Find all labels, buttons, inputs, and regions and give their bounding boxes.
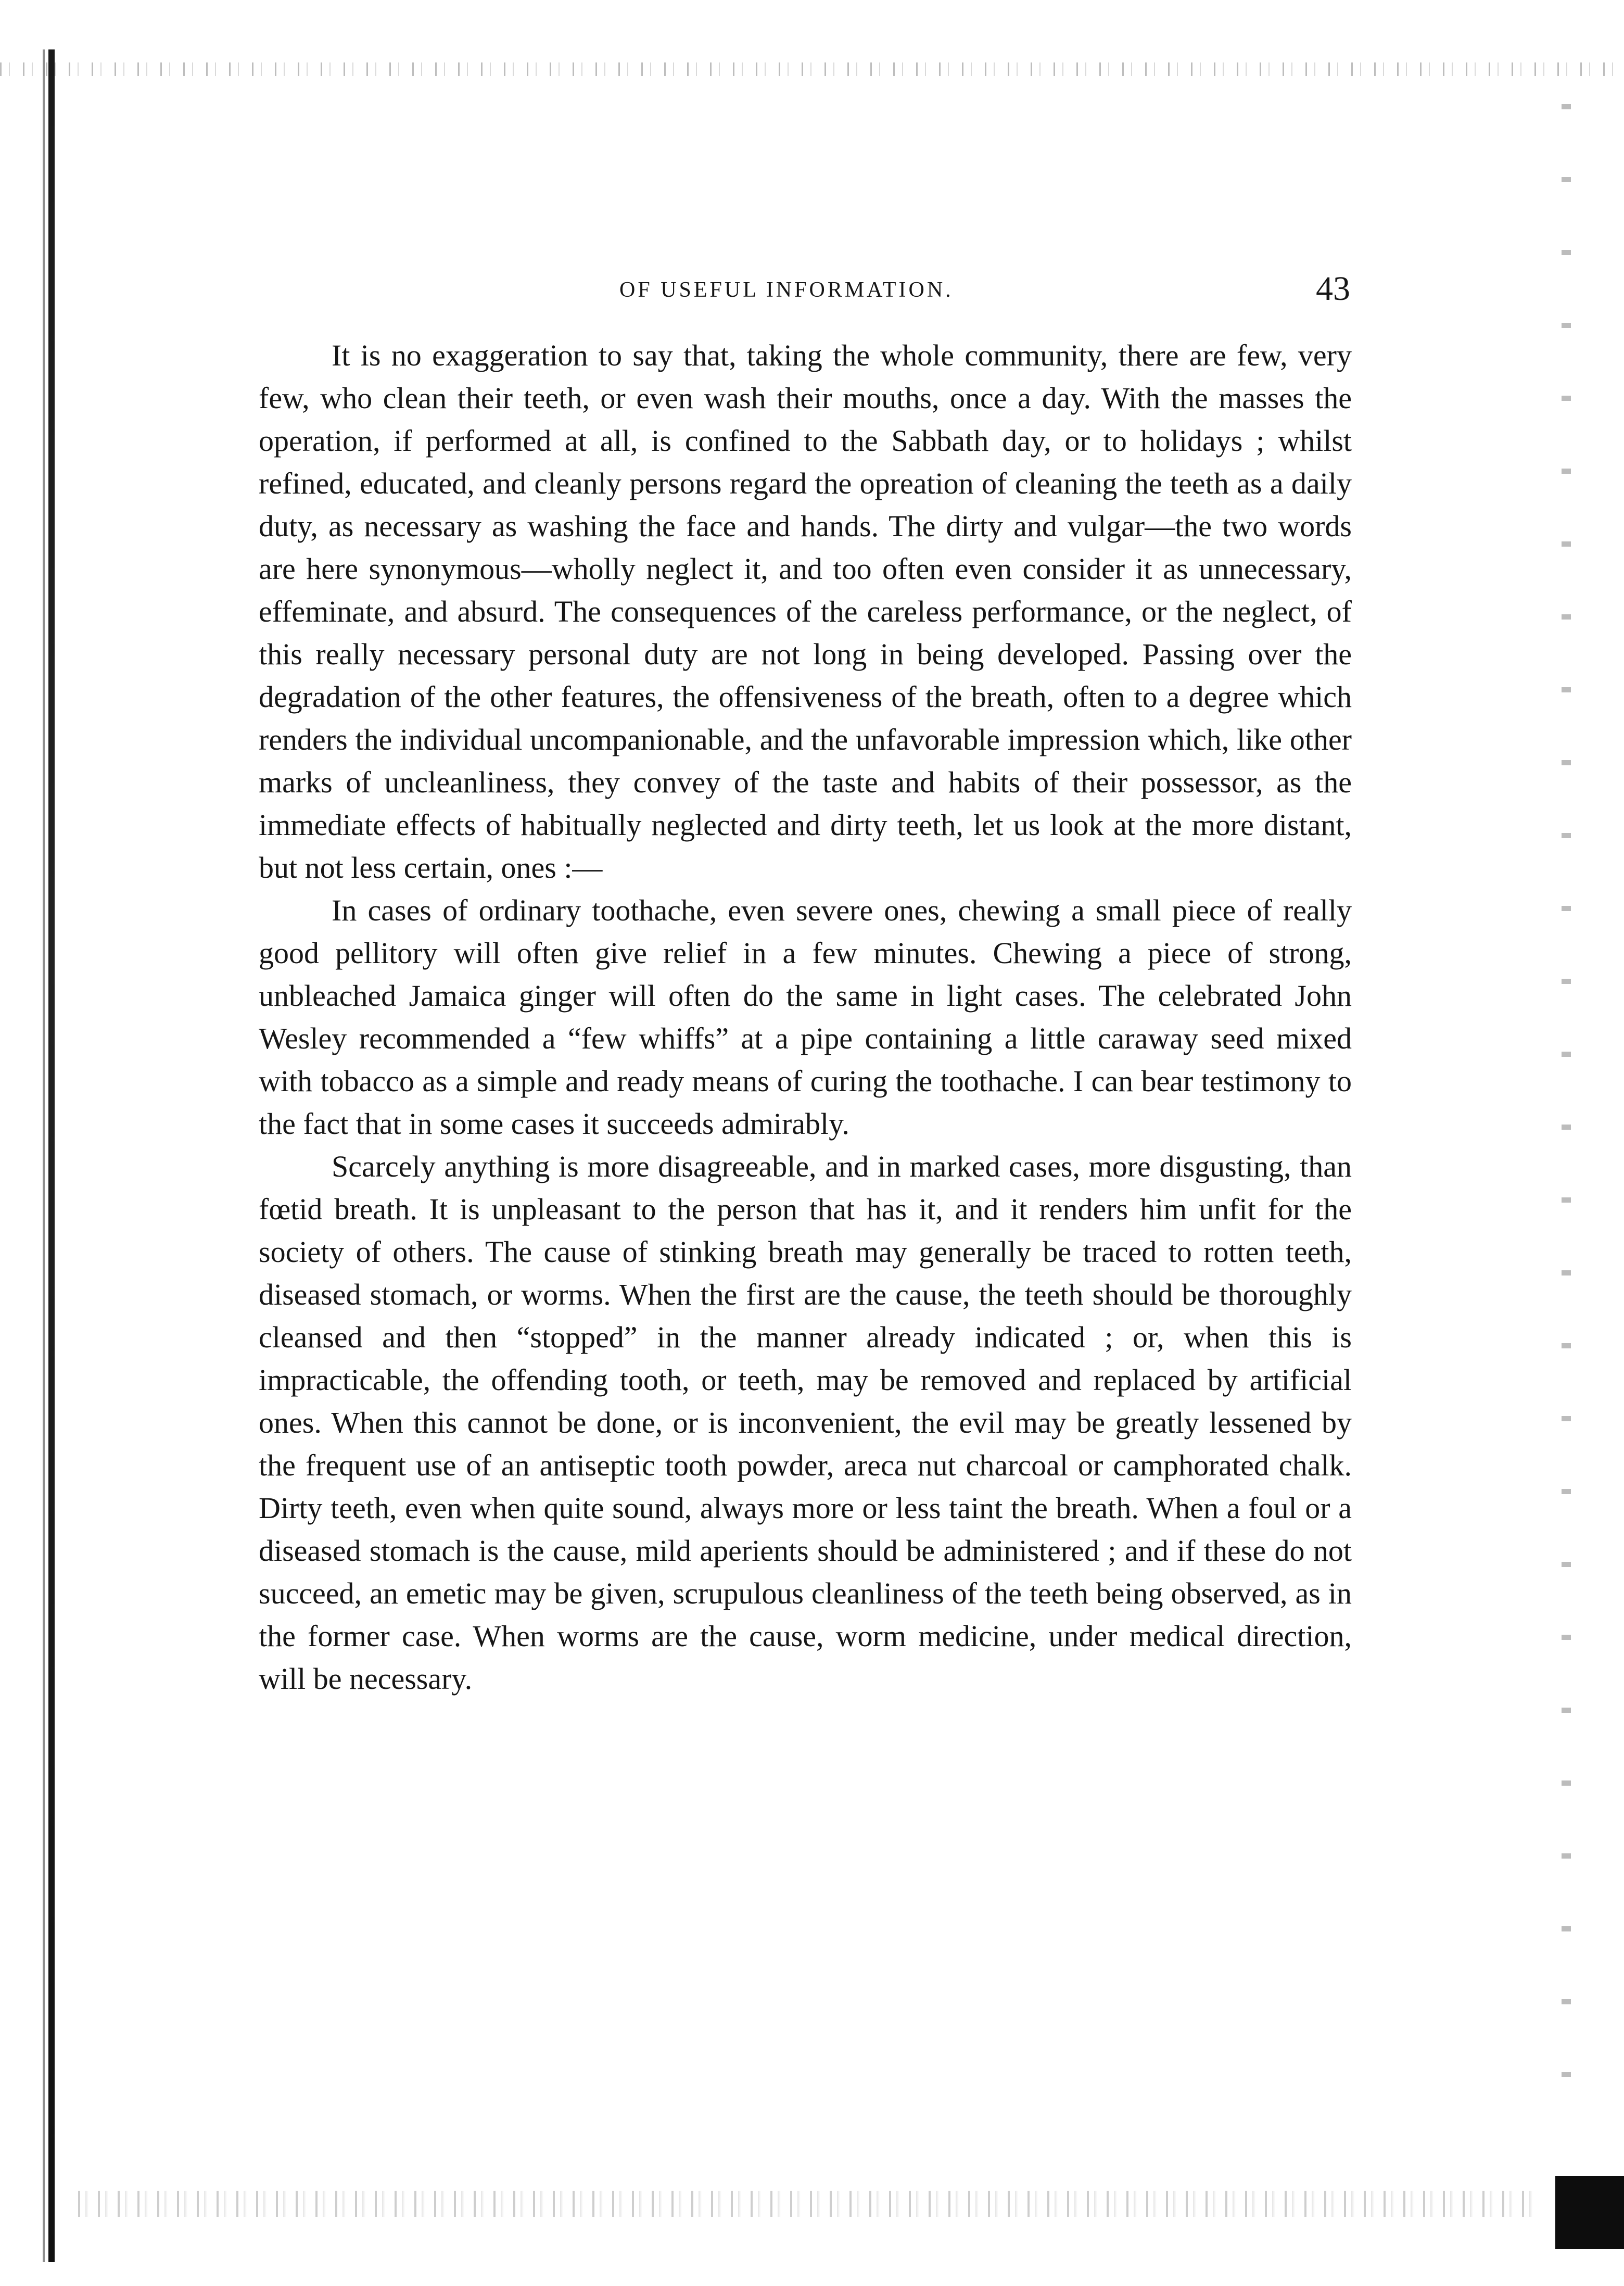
running-title: OF USEFUL INFORMATION.	[619, 278, 954, 302]
paragraph-toothache: In cases of ordinary toothache, even severe ones, chewing a small piece of really good pellitory will often give relief in a few minutes. Chewing a piece of strong, unbleached Jamaica ginger will often do the same in light cases. The celebrated John Wesley recommended a “few whiffs” at a pipe containing a little caraway seed mixed with tobacco as a simple and ready means of curing the toothache. I can bear testimony to the fact that in some cases it succeeds admirably.	[259, 893, 1352, 1141]
page-number: 43	[1316, 270, 1350, 308]
scan-noise-right	[1562, 104, 1571, 2108]
scan-corner-mark	[1555, 2176, 1624, 2249]
binding-edge-shadow	[43, 49, 45, 2262]
scan-noise-bottom	[78, 2191, 1536, 2217]
paragraph-teeth-cleaning: It is no exaggeration to say that, taking the whole community, there are few, very few, who clean their teeth, or even wash their mouths, once a day. With the masses the operation, if performed at all, is confined to the Sabbath day, or to holidays ; whilst refined, educated, and cleanly persons regard the opreation of cleaning the teeth as a daily duty, as necessary as washing the face and hands. The dirty and vulgar—the two words are here synonymous—wholly neglect it, and too often even consider it as unnecessary, effeminate, and absurd. The consequences of the careless performance, or the neglect, of this really necessary personal duty are not long in being developed. Passing over the degradation of the other features, the offensiveness of the breath, often to a degree which renders the individual uncompanionable, and the unfavorable impression which, like other marks of uncleanliness, they convey of the taste and habits of their possessor, as the immediate effects of habitually neglected and dirty teeth, let us look at the more distant, but not less certain, ones :—	[259, 338, 1352, 885]
binding-edge	[48, 49, 55, 2262]
scan-noise-top	[0, 62, 1624, 76]
paragraph-foetid-breath: Scarcely anything is more disagreeable, and in marked cases, more disgusting, than fœtid breath. It is unpleasant to the person that has it, and it renders him unfit for the society of others. The cause of stinking breath may generally be traced to rotten teeth, diseased stomach, or worms. When the first are the cause, the teeth should be thoroughly cleansed and then “stopped” in the manner already indicated ; or, when this is impracticable, the offending tooth, or teeth, may be removed and replaced by artificial ones. When this cannot be done, or is inconvenient, the evil may be greatly lessened by the frequent use of an antiseptic tooth powder, areca nut charcoal or camphorated chalk. Dirty teeth, even when quite sound, always more or less taint the breath. When a foul or a diseased stomach is the cause, mild aperients should be administered ; and if these do not succeed, an emetic may be given, scrupulous cleanliness of the teeth being observed, as in the former case. When worms are the cause, worm medicine, under medical direction, will be necessary.	[259, 1150, 1352, 1696]
body-text	[259, 334, 1352, 1700]
